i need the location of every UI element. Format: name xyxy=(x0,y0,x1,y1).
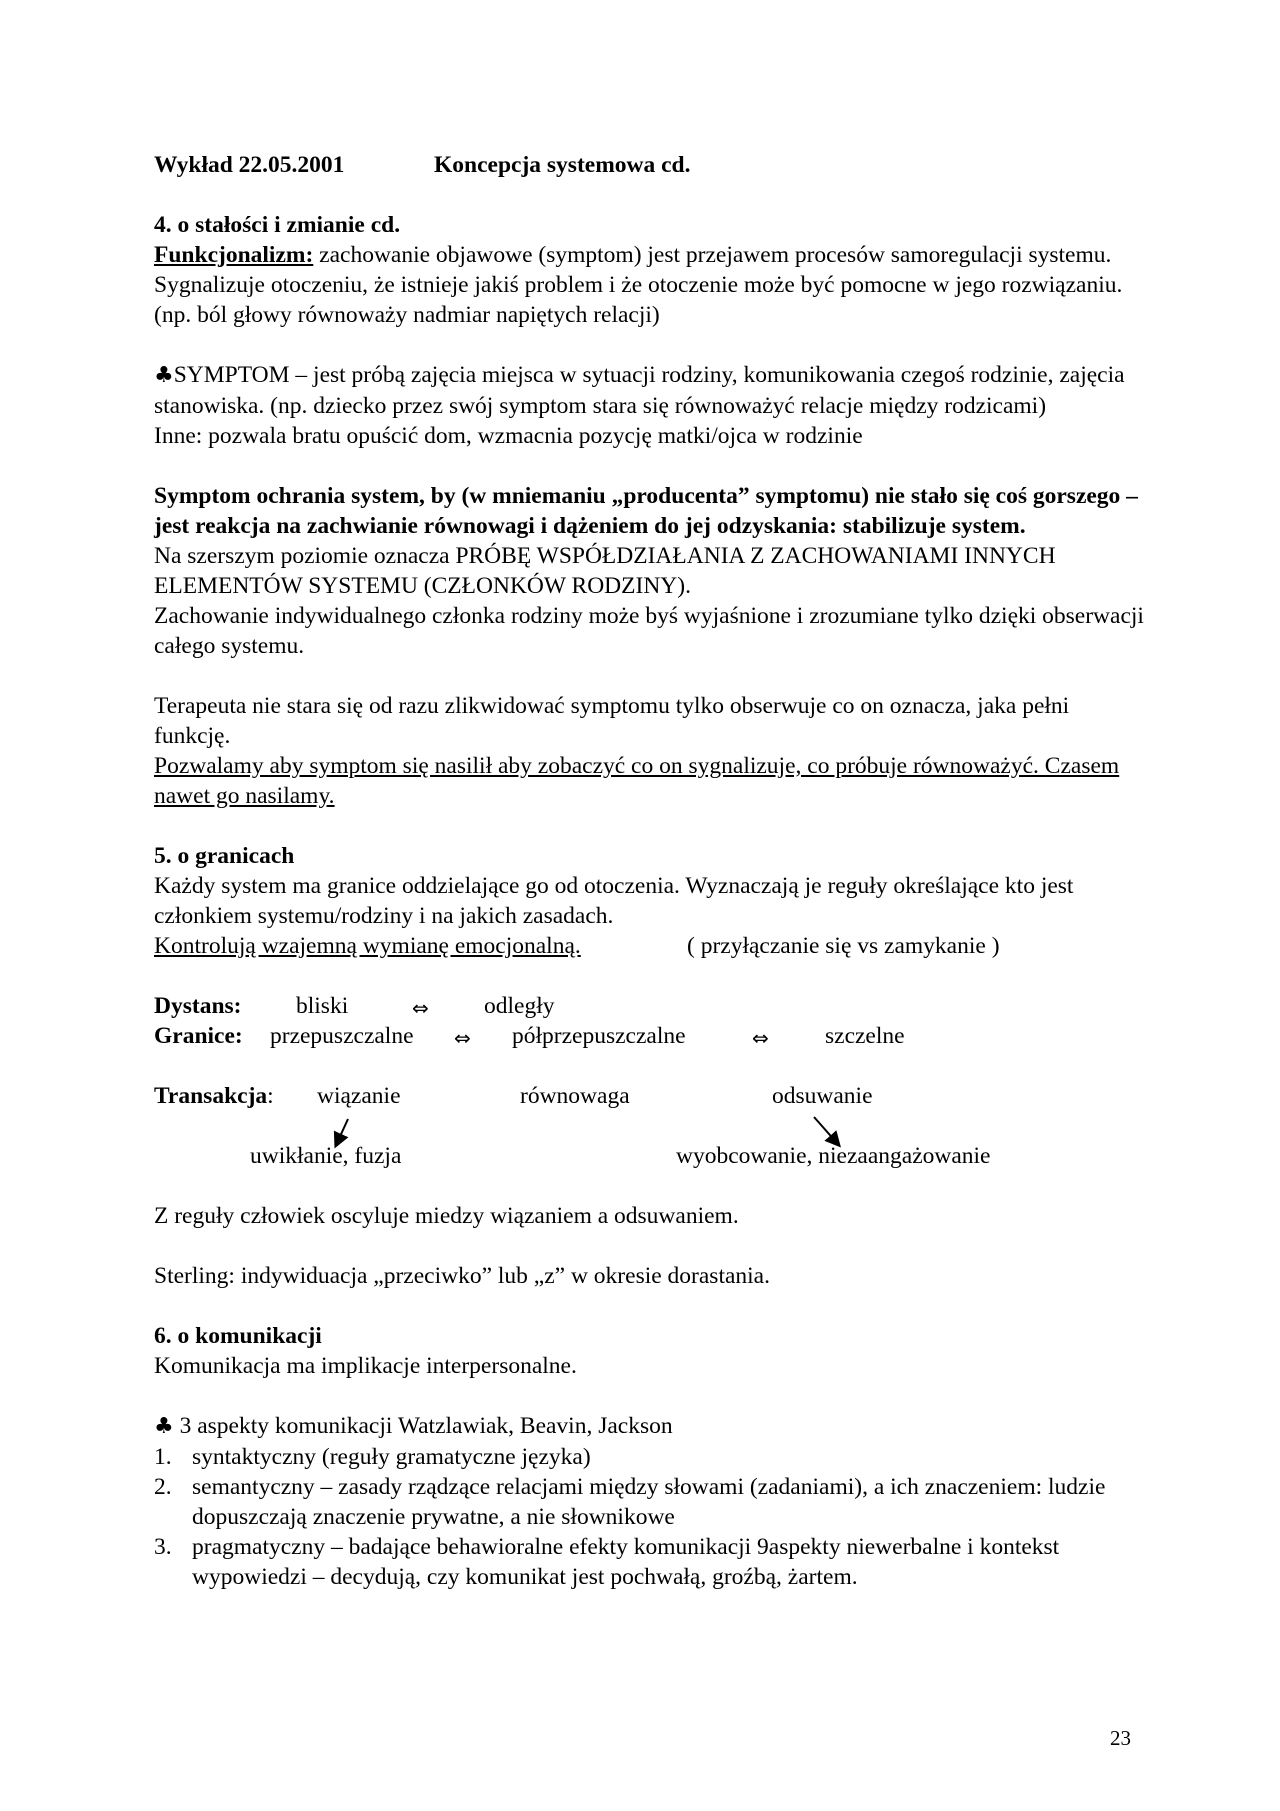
kontroluja-text: Kontrolują wzajemną wymianę emocjonalną. xyxy=(154,933,581,959)
transakcja-uwiklanie: uwikłanie, fuzja xyxy=(250,1143,402,1169)
granice-przepuszczalne: przepuszczalne xyxy=(270,1023,414,1049)
przylaczanie-text: ( przyłączanie się vs zamykanie ) xyxy=(687,933,1000,959)
list-item-text: syntaktyczny (reguły gramatyczne języka) xyxy=(192,1444,591,1470)
page-number: 23 xyxy=(1110,1726,1131,1750)
sterling-text: Sterling: indywiduacja „przeciwko” lub „z” w okresie dorastania. xyxy=(154,1263,770,1289)
aspects-list xyxy=(154,1442,1144,1592)
funkcjonalizm-label: Funkcjonalizm: xyxy=(154,242,314,268)
dystans-odlegly: odległy xyxy=(484,993,555,1019)
section5-heading: 5. o granicach xyxy=(154,843,295,869)
zachowanie-paragraph: Zachowanie indywidualnego członka rodziny może byś wyjaśnione i zrozumiane tylko dzięki obserwacji całego systemu. xyxy=(154,603,1144,659)
list-item xyxy=(154,1472,1144,1532)
symptom-text: SYMPTOM – jest próbą zajęcia miejsca w sytuacji rodziny, komunikowania czegoś rodzinie, zajęcia stanowiska. (np. dziecko przez swój symptom stara się równoważyć relacje między rodzicami) xyxy=(154,362,1125,419)
double-arrow-icon: ⇔ xyxy=(454,1026,471,1050)
komunikacja-text: Komunikacja ma implikacje interpersonalne. xyxy=(154,1353,577,1379)
double-arrow-icon: ⇔ xyxy=(412,996,429,1020)
dystans-label: Dystans: xyxy=(154,993,242,1019)
granice-polprzepuszczalne: półprzepuszczalne xyxy=(512,1023,686,1049)
granice-intro-paragraph: Każdy system ma granice oddzielające go od otoczenia. Wyznaczają je reguły określające kto jest członkiem systemu/rodziny i na jakich zasadach. xyxy=(154,873,1074,929)
transakcja-sub-row xyxy=(154,1111,1144,1141)
transakcja-rownowaga: równowaga xyxy=(520,1083,630,1109)
pozwalamy-paragraph: Pozwalamy aby symptom się nasilił aby zobaczyć co on sygnalizuje, co próbuje równoważyć. Czasem nawet go nasilamy. xyxy=(154,753,1120,809)
aspects-intro-text: 3 aspekty komunikacji Watzlawiak, Beavin, Jackson xyxy=(179,1413,673,1439)
inne-text: Inne: pozwala bratu opuścić dom, wzmacnia pozycję matki/ojca w rodzinie xyxy=(154,423,863,449)
club-icon: ♣ xyxy=(154,363,174,388)
list-item-text: semantyczny – zasady rządzące relacjami między słowami (zadaniami), a ich znaczeniem: ludzie dopuszczają znaczenie prywatne, a nie słownikowe xyxy=(192,1474,1106,1530)
transakcja-odsuwanie: odsuwanie xyxy=(772,1083,873,1109)
aspects-intro xyxy=(154,1411,1144,1442)
funkcjonalizm-paragraph xyxy=(154,240,1144,330)
section6-heading: 6. o komunikacji xyxy=(154,1323,322,1349)
granice-row xyxy=(154,1021,1144,1051)
dystans-bliski: bliski xyxy=(296,993,349,1019)
symptom-bold-paragraph: Symptom ochrania system, by (w mniemaniu „producenta” symptomu) nie stało się coś gorszego – jest reakcja na zachwianie równowagi i dążeniem do jej odzyskania: stabilizuje system. xyxy=(154,483,1138,539)
down-left-arrow-icon xyxy=(337,1119,348,1143)
granice-label: Granice: xyxy=(154,1023,243,1049)
document-page xyxy=(154,150,1144,1592)
club-icon: ♣ xyxy=(154,1414,174,1439)
transakcja-wyobcowanie: wyobcowanie, niezaangażowanie xyxy=(676,1143,991,1169)
double-arrow-icon: ⇔ xyxy=(752,1026,769,1050)
terapeuta-paragraph: Terapeuta nie stara się od razu zlikwidować symptomu tylko obserwuje co on oznacza, jaka pełni funkcję. xyxy=(154,693,1070,749)
transakcja-result-row xyxy=(154,1141,1144,1171)
lecture-date: Wykład 22.05.2001 xyxy=(154,152,345,178)
symptom-paragraph xyxy=(154,360,1144,421)
list-item-number: 3. xyxy=(154,1534,172,1560)
list-item-number: 1. xyxy=(154,1444,172,1470)
lecture-header xyxy=(154,150,1144,180)
list-item xyxy=(154,1442,1144,1472)
list-item xyxy=(154,1532,1144,1592)
down-right-arrow-icon xyxy=(814,1117,837,1143)
transakcja-label: Transakcja: xyxy=(154,1083,274,1109)
szerszym-paragraph: Na szerszym poziomie oznacza PRÓBĘ WSPÓŁDZIAŁANIA Z ZACHOWANIAMI INNYCH ELEMENTÓW SYSTEMU (CZŁONKÓW RODZINY). xyxy=(154,543,1056,599)
section4-heading: 4. o stałości i zmianie cd. xyxy=(154,212,401,238)
kontroluja-line xyxy=(154,931,1144,961)
lecture-topic: Koncepcja systemowa cd. xyxy=(434,152,691,178)
z-reguly-text: Z reguły człowiek oscyluje miedzy wiązaniem a odsuwaniem. xyxy=(154,1203,739,1229)
list-item-number: 2. xyxy=(154,1474,172,1500)
funkcjonalizm-text: zachowanie objawowe (symptom) jest przejawem procesów samoregulacji systemu. Sygnalizuje otoczeniu, że istnieje jakiś problem i że otoczenie może być pomocne w jego rozwiązaniu. (np. ból głowy równoważy nadmiar napiętych relacji) xyxy=(154,242,1123,328)
granice-szczelne: szczelne xyxy=(825,1023,905,1049)
list-item-text: pragmatyczny – badające behawioralne efekty komunikacji 9aspekty niewerbalne i kontekst wypowiedzi – decydują, czy komunikat jest pochwałą, groźbą, żartem. xyxy=(192,1534,1060,1590)
dystans-row xyxy=(154,991,1144,1021)
transakcja-wiazanie: wiązanie xyxy=(317,1083,401,1109)
transakcja-row xyxy=(154,1081,1144,1111)
